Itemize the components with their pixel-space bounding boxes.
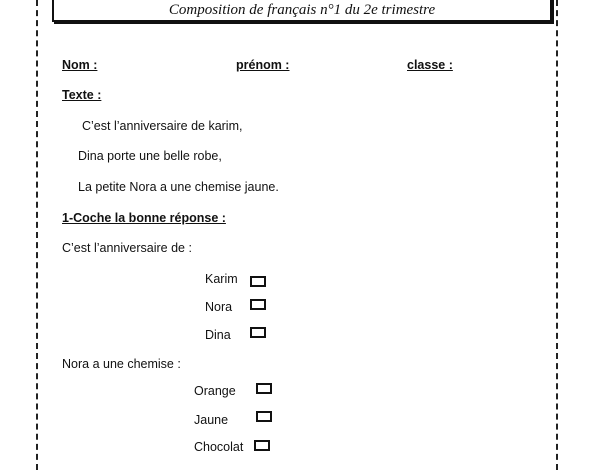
class-field-label: classe : [407,58,453,72]
right-margin-line [556,0,558,470]
text-line: C’est l’anniversaire de karim, [82,119,243,133]
exercise-heading: 1-Coche la bonne réponse : [62,211,226,225]
document-title: Composition de français n°1 du 2e trimestre [168,1,436,18]
checkbox-dina[interactable] [250,327,266,338]
option-label-nora: Nora [205,300,233,314]
checkbox-chocolat[interactable] [254,440,270,451]
checkbox-nora[interactable] [250,299,266,310]
option-label-jaune: Jaune [194,413,229,427]
firstname-field-label: prénom : [236,58,290,72]
option-label-orange: Orange [194,384,236,398]
option-label-chocolat: Chocolat [194,440,244,454]
option-label-karim: Karim [205,272,238,286]
checkbox-jaune[interactable] [256,411,272,422]
name-field-label: Nom : [62,58,98,72]
text-line: Dina porte une belle robe, [78,149,222,163]
question-prompt: C’est l’anniversaire de : [62,241,192,255]
checkbox-orange[interactable] [256,383,272,394]
checkbox-karim[interactable] [250,276,266,287]
text-line: La petite Nora a une chemise jaune. [78,180,279,194]
title-box [52,0,552,22]
question-prompt: Nora a une chemise : [62,357,181,371]
left-margin-line [36,0,38,470]
option-label-dina: Dina [205,328,231,342]
text-heading: Texte : [62,88,102,102]
